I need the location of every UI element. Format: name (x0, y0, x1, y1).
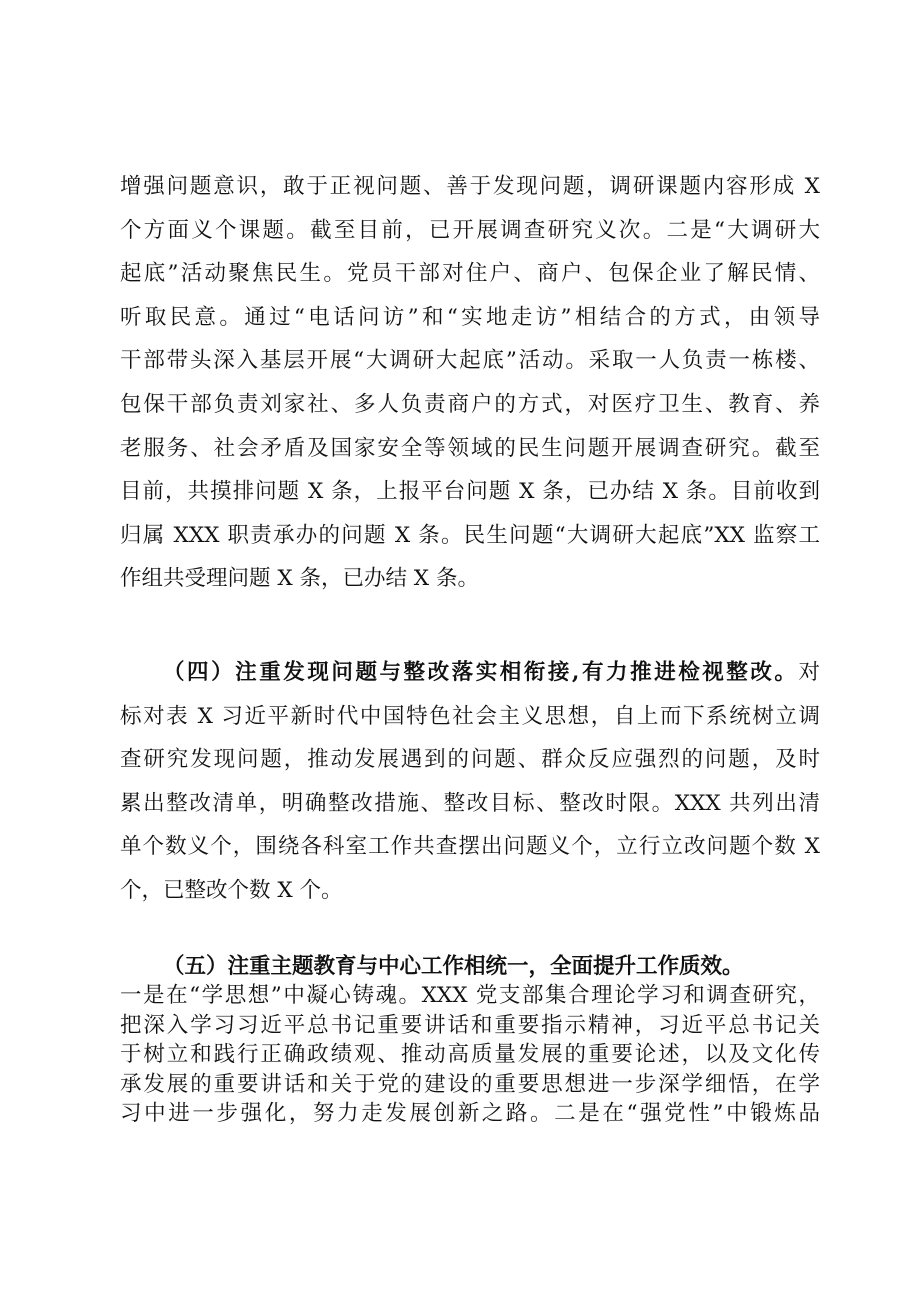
text-line: 听取民意。通过“电话问访”和“实地走访”相结合的方式，由领导 (120, 304, 820, 330)
section-heading-4: （四）注重发现问题与整改落实相衔接,有力推进检视整改。 (163, 660, 799, 685)
text-line (120, 651, 820, 695)
paragraph-rectification (120, 651, 820, 913)
text-line: 目前，共摸排问题 X 条，上报平台问题 X 条，已办结 X 条。目前收到 (120, 479, 820, 505)
text-line: 归属 XXX 职责承办的问题 X 条。民生问题“大调研大起底”XX 监察工 (120, 522, 820, 548)
text-line: 单个数义个，围绕各科室工作共查摆出问题义个，立行立改问题个数 X (120, 834, 820, 860)
text-line: 老服务、社会矛盾及国家安全等领域的民生问题开展调查研究。截至 (120, 435, 820, 461)
text-line: 查研究发现问题，推动发展遇到的问题、群众反应强烈的问题，及时 (120, 747, 820, 773)
text-line: 包保干部负责刘家社、多人负责商户的方式，对医疗卫生、教育、养 (120, 391, 820, 417)
text-line: 把深入学习习近平总书记重要讲话和重要指示精神，习近平总书记关 (120, 1012, 820, 1038)
paragraph-research-activities (120, 165, 820, 601)
text-line: 增强问题意识，敢于正视问题、善于发现问题，调研课题内容形成 X (120, 174, 820, 199)
text-line: 个方面义个课题。截至目前，已开展调查研究义次。二是“大调研大 (120, 217, 820, 243)
heading-continuation: 对 (798, 660, 820, 685)
text-line: 作组共受理问题 X 条，已办结 X 条。 (120, 566, 479, 592)
section-heading-5: （五）注重主题教育与中心工作相统一，全面提升工作质效。 (163, 954, 744, 979)
text-line: 标对表 X 习近平新时代中国特色社会主义思想，自上而下系统树立调 (120, 703, 820, 729)
text-line: 累出整改清单，明确整改措施、整改目标、整改时限。XXX 共列出清 (120, 790, 820, 816)
text-line: 个，已整改个数 X 个。 (120, 877, 343, 903)
text-line: 一是在“学思想”中凝心铸魂。XXX 党支部集合理论学习和调查研究， (120, 983, 820, 1009)
text-line: 起底”活动聚焦民生。党员干部对住户、商户、包保企业了解民情、 (120, 261, 820, 287)
paragraph-theme-education (120, 952, 820, 1128)
text-line: 干部带头深入基层开展“大调研大起底”活动。采取一人负责一栋楼、 (120, 348, 820, 374)
text-line: 承发展的重要讲话和关于党的建设的重要思想进一步深学细悟，在学 (120, 1071, 820, 1097)
text-line: 习中进一步强化，努力走发展创新之路。二是在“强党性”中锻炼品 (120, 1100, 820, 1126)
text-line: 于树立和践行正确政绩观、推动高质量发展的重要论述，以及文化传 (120, 1042, 820, 1068)
